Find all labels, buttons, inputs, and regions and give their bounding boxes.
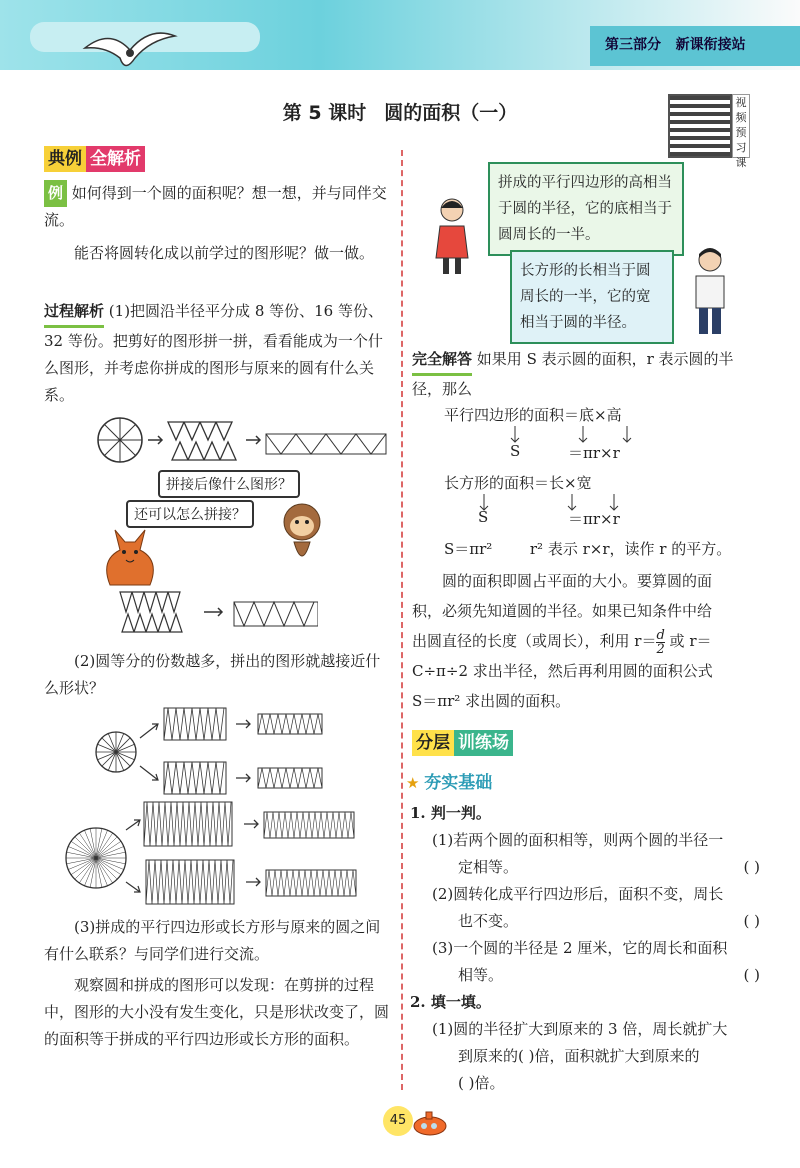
process-step-1: [44, 298, 389, 409]
exercise-1-2-text: 也不变。: [458, 912, 519, 930]
step-1-text: (1)把圆沿半径平分成 8 等份、16 等份、32 等份。把剪好的图形拼一拼，看看能成为一个什么图形，并考虑你拼成的图形与原来的圆有什么关系。: [44, 302, 383, 404]
speech-parallelogram: 拼成的平行四边形的高相当于圆的半径，它的底相当于圆周长的一半。: [488, 162, 684, 256]
seagull-icon: [80, 18, 180, 78]
example-question: [44, 180, 389, 234]
exercise-2-title: 2. 填一填。: [410, 993, 491, 1011]
exercise-list: [410, 800, 760, 1097]
exercise-1-2-line-b: [432, 908, 760, 935]
fox-icon: [100, 520, 160, 590]
exercise-2-1-line-b[interactable]: 到原来的( )倍，面积就扩大到原来的: [458, 1047, 700, 1065]
speech-bubble-1: 拼接后像什么图形？: [158, 470, 300, 498]
answer-intro: [412, 346, 757, 403]
exercise-1-1-line-b: [432, 854, 760, 881]
process-step-3: (3)拼成的平行四边形或长方形与原来的圆之间有什么联系？与同学们进行交流。: [44, 918, 381, 963]
explanation-line-3b: 或 r＝: [664, 632, 712, 650]
boy-icon: [688, 246, 732, 338]
lesson-number: 第 5 课时: [282, 102, 367, 124]
submarine-icon: [410, 1108, 450, 1138]
formula-3: [444, 538, 731, 559]
qr-label: 视频预习课: [732, 94, 750, 158]
explanation: [412, 566, 762, 716]
exercise-1-1: [410, 827, 760, 881]
section-basics-title: 夯实基础: [424, 773, 493, 793]
explanation-line-2: 积，必须先知道圆的半径。如果已知条件中给: [412, 602, 713, 620]
exercise-1-1-line-a: (1)若两个圆的面积相等，则两个圆的半径一: [432, 831, 724, 849]
header-text: [605, 34, 746, 54]
process-step-2: (2)圆等分的份数越多，拼出的图形就越接近什么形状？: [44, 652, 381, 697]
answer-tag: 完全解答: [412, 346, 472, 376]
explanation-line-4: C÷π÷2 求出半径，然后再利用圆的面积公式: [412, 662, 713, 680]
conclusion-text: 观察圆和拼成的图形可以发现：在剪拼的过程中，图形的大小没有发生变化，只是形状改变了，圆的面积等于拼成的平行四边形或长方形的面积。: [44, 976, 390, 1048]
section-label: 新课衔接站: [675, 37, 746, 53]
formula-parallelogram: 平行四边形的面积＝底×高: [444, 406, 622, 424]
question-1: 如何得到一个圆的面积呢？想一想，并与同伴交流。: [44, 184, 387, 229]
exercise-2-1-line-c[interactable]: ( )倍。: [458, 1074, 505, 1092]
figure-16-parts: [118, 586, 318, 638]
training-badge: [412, 730, 513, 756]
fraction-numerator: d: [656, 627, 665, 643]
exercise-1-2: [410, 881, 760, 935]
fraction-denominator: 2: [656, 641, 665, 657]
formula-area: S＝πr²: [444, 540, 493, 558]
question-2: 能否将圆转化成以前学过的图形呢？做一做。: [74, 244, 375, 262]
formula-1-right: ＝πr×r: [568, 444, 620, 462]
badge-dianli: 典例: [44, 146, 86, 172]
badge-xunlianchang: 训练场: [454, 730, 513, 756]
formula-square-note: r² 表示 r×r，读作 r 的平方。: [529, 540, 732, 558]
answer-paren-1[interactable]: ( ): [743, 858, 760, 876]
exercise-1-3: [410, 935, 760, 989]
fraction-d-over-2: [656, 629, 664, 656]
exercise-2-1-line-a: (1)圆的半径扩大到原来的 3 倍，周长就扩大: [432, 1020, 728, 1038]
process-tag: 过程解析: [44, 298, 104, 328]
formula-2-s: S: [478, 508, 489, 526]
section-basics: [406, 768, 492, 793]
page-number: 45: [383, 1106, 413, 1136]
explanation-line-5: S＝πr² 求出圆的面积。: [412, 692, 571, 710]
formula-1-s: S: [510, 442, 521, 460]
part-label: 第三部分: [605, 37, 661, 53]
star-icon: ★: [406, 774, 420, 792]
example-tag: 例: [44, 180, 67, 207]
answer-paren-2[interactable]: ( ): [743, 912, 760, 930]
exercise-2-1: [410, 1016, 760, 1097]
girl-icon: [430, 196, 474, 278]
answer-paren-3[interactable]: ( ): [743, 966, 760, 984]
formula-2-right: ＝πr×r: [568, 510, 620, 528]
example-badge: [44, 146, 145, 172]
answer-intro-text: 如果用 S 表示圆的面积，r 表示圆的半径，那么: [412, 350, 734, 398]
exercise-1-1-text: 定相等。: [458, 858, 519, 876]
speech-bubble-2: 还可以怎么拼接？: [126, 500, 254, 528]
figure-more-parts: [60, 702, 360, 912]
exercise-1-3-line-b: [432, 962, 760, 989]
badge-quanjiexi: 全解析: [86, 146, 145, 172]
figure-circle-8-parts: [96, 414, 396, 474]
explanation-line-1: 圆的面积即圆占平面的大小。要算圆的面: [442, 572, 713, 590]
explanation-line-3: [412, 626, 762, 656]
column-divider: [401, 150, 403, 1090]
formula-rectangle: 长方形的面积＝长×宽: [444, 474, 592, 492]
qr-code[interactable]: [668, 94, 732, 158]
explanation-line-3a: 出圆直径的长度（或周长），利用 r＝: [412, 632, 657, 650]
exercise-1-2-line-a: (2)圆转化成平行四边形后，面积不变，周长: [432, 885, 724, 903]
badge-fenceng: 分层: [412, 730, 454, 756]
monkey-icon: [272, 500, 332, 572]
exercise-1-title: 1. 判一判。: [410, 804, 491, 822]
exercise-1-3-text: 相等。: [458, 966, 504, 984]
exercise-1-3-line-a: (3)一个圆的半径是 2 厘米，它的周长和面积: [432, 939, 728, 957]
lesson-name: 圆的面积（一）: [384, 102, 518, 124]
speech-rectangle: 长方形的长相当于圆周长的一半，它的宽相当于圆的半径。: [510, 250, 674, 344]
